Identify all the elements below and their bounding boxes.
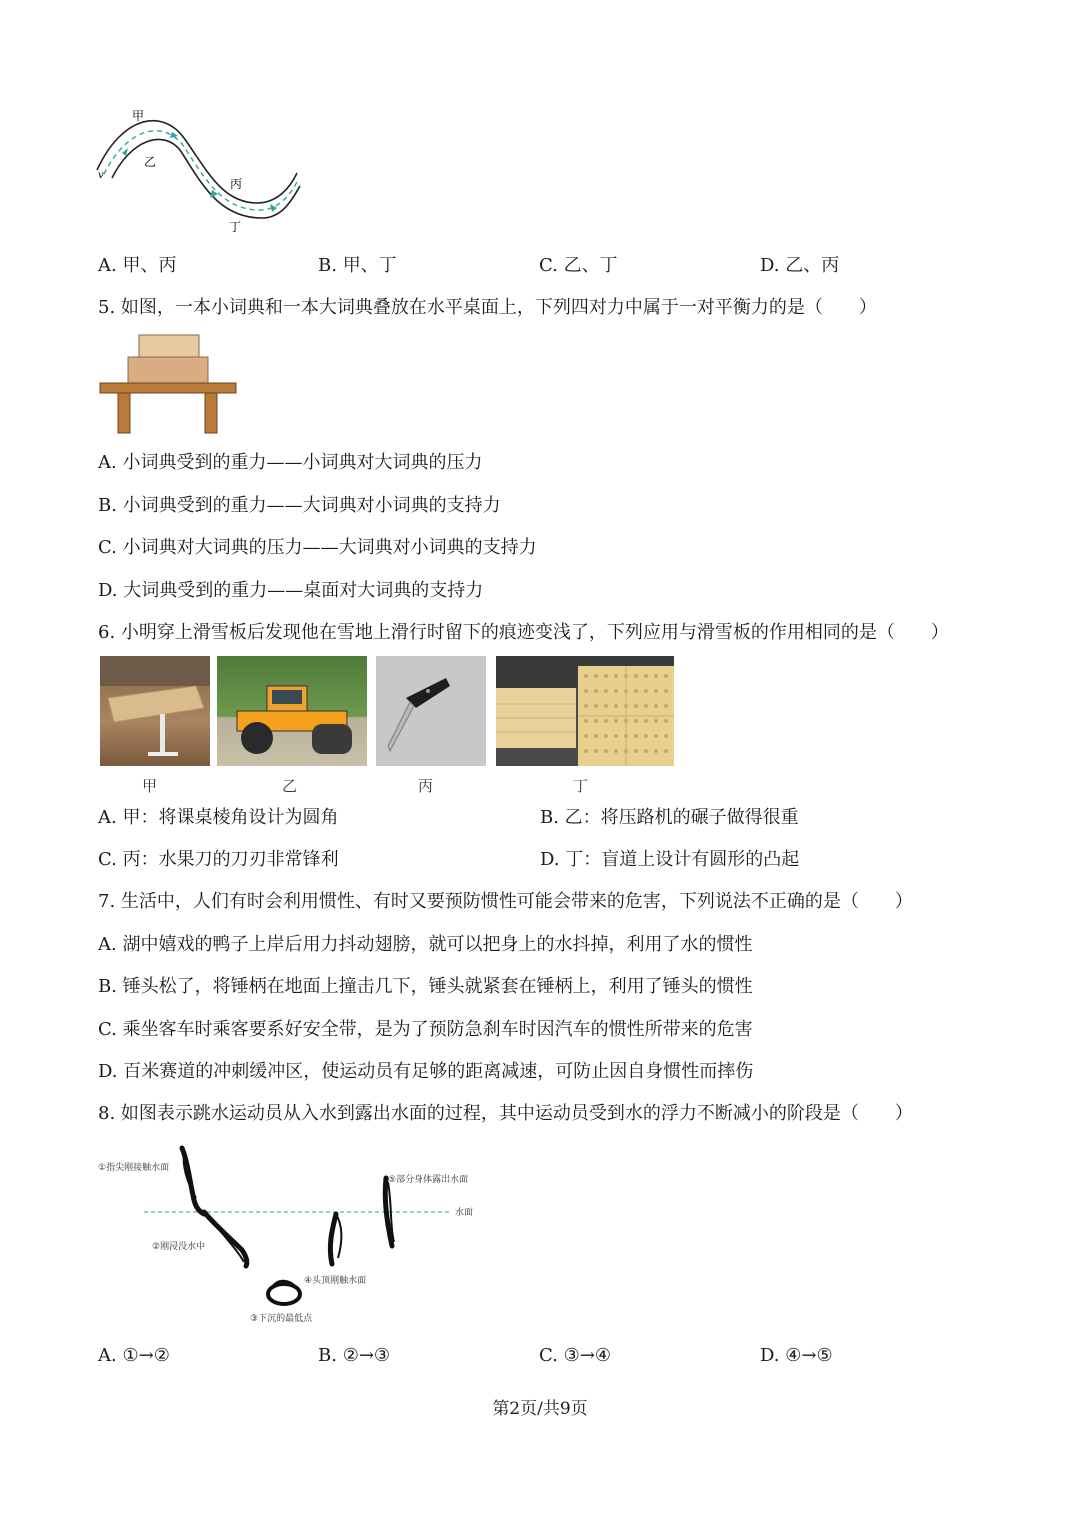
q8-option-c[interactable]: C. ③→④ [539, 1345, 611, 1366]
label-bing: 丙 [230, 177, 243, 191]
road-curve-figure [92, 108, 307, 238]
q6-option-c[interactable]: C. 丙：水果刀的刀刃非常锋利 [98, 849, 339, 870]
label-jia: 甲 [132, 109, 145, 123]
q6-option-d[interactable]: D. 丁：盲道上设计有圆形的凸起 [540, 849, 800, 870]
q4-option-a[interactable]: A. 甲、丙 [98, 255, 177, 276]
diver-figure [96, 1138, 486, 1333]
q6-stem: 6. 小明穿上滑雪板后发现他在雪地上滑行时留下的痕迹变浅了，下列应用与滑雪板的作用相同的是（ ） [98, 622, 949, 643]
q8-option-d[interactable]: D. ④→⑤ [760, 1345, 833, 1366]
q7-option-c[interactable]: C. 乘坐客车时乘客要系好安全带，是为了预防急刹车时因汽车的惯性所带来的危害 [98, 1019, 753, 1040]
label-stage-4: ④头顶刚触水面 [304, 1276, 367, 1286]
q7-option-a[interactable]: A. 湖中嬉戏的鸭子上岸后用力抖动翅膀，就可以把身上的水抖掉，利用了水的惯性 [98, 934, 753, 955]
page-number: 第2页/共9页 [492, 1399, 588, 1419]
q7-option-b[interactable]: B. 锤头松了，将锤柄在地面上撞击几下，锤头就紧套在锤柄上，利用了锤头的惯性 [98, 976, 753, 997]
q5-stem: 5. 如图，一本小词典和一本大词典叠放在水平桌面上，下列四对力中属于一对平衡力的是（ ） [98, 297, 877, 318]
label-v: v [98, 170, 104, 181]
q8-stem: 8. 如图表示跳水运动员从入水到露出水面的过程，其中运动员受到水的浮力不断减小的阶段是（ ） [98, 1103, 913, 1124]
photo-desk [100, 656, 210, 766]
q7-option-d[interactable]: D. 百米赛道的冲刺缓冲区，使运动员有足够的距离减速，可防止因自身惯性而摔伤 [98, 1061, 754, 1082]
photo-tactile-paving [496, 656, 674, 766]
label-stage-5: ⑤部分身体露出水面 [388, 1175, 469, 1185]
q5-option-c[interactable]: C. 小词典对大词典的压力——大词典对小词典的支持力 [98, 537, 537, 558]
label-yi: 乙 [144, 155, 157, 169]
q7-stem: 7. 生活中，人们有时会利用惯性、有时又要预防惯性可能会带来的危害，下列说法不正确的是（ ） [98, 891, 913, 912]
dictionary-table-figure [98, 332, 238, 437]
q6-option-a[interactable]: A. 甲：将课桌棱角设计为圆角 [98, 807, 339, 828]
q4-option-b[interactable]: B. 甲、丁 [318, 255, 397, 276]
caption-ding: 丁 [573, 777, 589, 795]
caption-bing: 丙 [418, 777, 434, 795]
caption-yi: 乙 [282, 777, 298, 795]
q5-option-d[interactable]: D. 大词典受到的重力——桌面对大词典的支持力 [98, 580, 484, 601]
label-water-surface: 水面 [455, 1208, 474, 1218]
label-ding: 丁 [229, 220, 242, 234]
q6-option-b[interactable]: B. 乙：将压路机的碾子做得很重 [540, 807, 799, 828]
label-stage-3: ③下沉的最低点 [250, 1314, 313, 1324]
q5-option-b[interactable]: B. 小词典受到的重力——大词典对小词典的支持力 [98, 495, 501, 516]
photo-road-roller [217, 656, 367, 766]
q8-option-b[interactable]: B. ②→③ [318, 1345, 391, 1366]
label-stage-1: ①指尖刚接触水面 [98, 1163, 170, 1173]
label-stage-2: ②刚浸没水中 [152, 1242, 206, 1252]
q8-option-a[interactable]: A. ①→② [98, 1345, 170, 1366]
caption-jia: 甲 [142, 777, 158, 795]
q5-option-a[interactable]: A. 小词典受到的重力——小词典对大词典的压力 [98, 452, 483, 473]
photo-knife [376, 656, 486, 766]
q4-option-d[interactable]: D. 乙、丙 [760, 255, 840, 276]
q4-option-c[interactable]: C. 乙、丁 [539, 255, 618, 276]
